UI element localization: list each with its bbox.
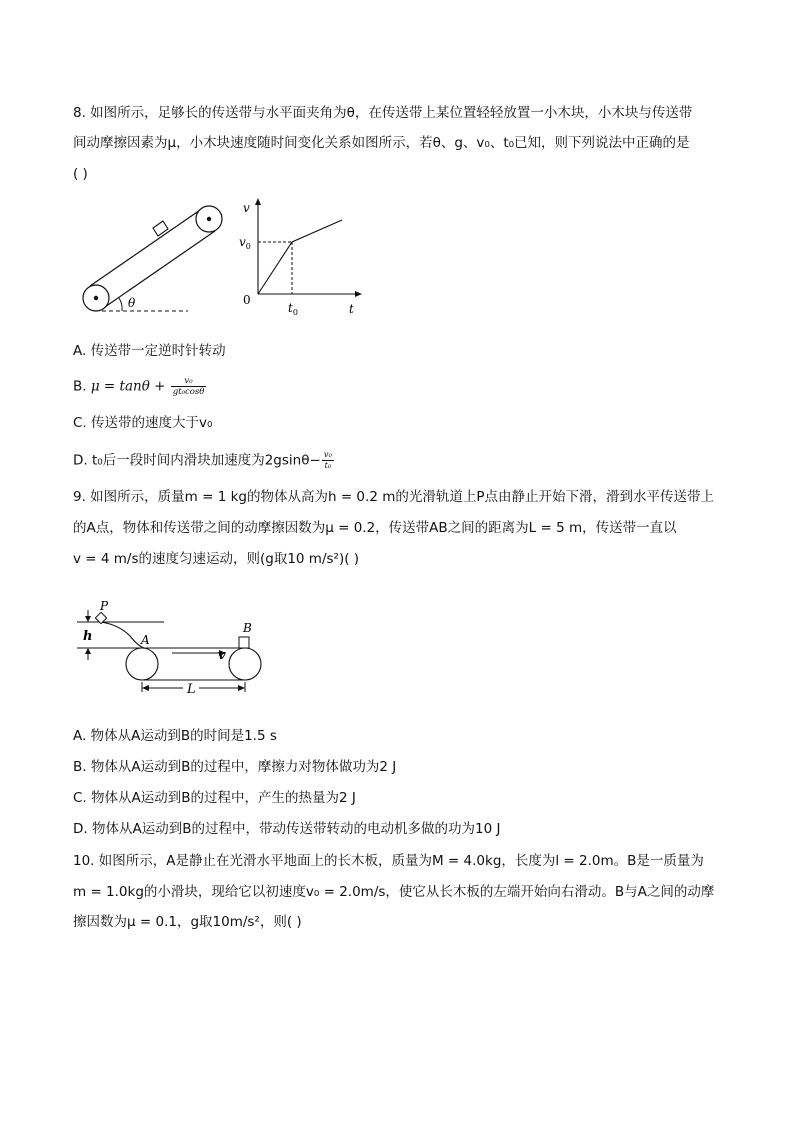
q8-stem-line-2: 间动摩擦因素为μ，小木块速度随时间变化关系如图所示，若θ、g、v₀、t₀已知，则下列说法中正确的是 [73, 135, 690, 151]
q8-axis-t-label: t [349, 302, 354, 316]
q9-stem-line-3: v = 4 m/s的速度匀速运动，则(g取10 m/s²)( ) [73, 551, 360, 567]
q8-vt-graph [238, 196, 368, 324]
q8-origin-label: 0 [243, 293, 251, 307]
q8-axis-v-label: v [243, 201, 250, 215]
q9-option-a: A. 物体从A运动到B的时间是1.5 s [73, 728, 277, 744]
q8-option-b: B. μ = tanθ + $\frac{\text{v₀}}{\text{gt₀cosθ}}$ [73, 376, 205, 397]
q9-stem-line-1: 9. 如图所示，质量m = 1 kg的物体从高为h = 0.2 m的光滑轨道上P点由静止开始下滑，滑到水平传送带上 [73, 489, 714, 505]
q9-l-label: L [187, 682, 196, 697]
q8-angle-label: θ [128, 296, 136, 310]
q8-stem-line-1: 8. 如图所示，足够长的传送带与水平面夹角为θ，在传送带上某位置轻轻放置一小木块，小木块与传送带 [73, 105, 693, 121]
q8-option-a: A. 传送带一定逆时针转动 [73, 343, 226, 359]
q8-v0-label: $v_0$ [239, 235, 251, 251]
q9-option-b: B. 物体从A运动到B的过程中，摩擦力对物体做功为2 J [73, 759, 397, 775]
q8-option-d: D. t₀后一段时间内滑块加速度为2gsinθ− $\frac{\text{v₀}}{\text{t₀}}$ [73, 450, 332, 471]
q10-stem-line-3: 擦因数为μ = 0.1，g取10m/s²，则( ) [73, 914, 302, 930]
q8-conveyor-figure [78, 198, 238, 323]
q8-stem-line-3: ( ) [73, 166, 88, 182]
q8-t0-label: $t_0$ [288, 301, 298, 317]
q10-stem-line-1: 10. 如图所示，A是静止在光滑水平地面上的长木板，质量为M = 4.0kg，长度为l = 2.0m。B是一质量为 [73, 853, 704, 869]
q9-b-label: B [243, 621, 252, 635]
q9-stem-line-2: 的A点，物体和传送带之间的动摩擦因数为μ = 0.2，传送带AB之间的距离为L = 5 m，传送带一直以 [73, 520, 677, 536]
q9-option-d: D. 物体从A运动到B的过程中，带动传送带转动的电动机多做的功为10 J [73, 821, 501, 837]
q9-p-label: P [100, 599, 109, 613]
q9-h-label: h [83, 629, 93, 644]
q9-a-label: A [141, 633, 150, 647]
q9-track-belt-figure [74, 596, 274, 700]
q10-stem-line-2: m = 1.0kg的小滑块，现给它以初速度v₀ = 2.0m/s，使它从长木板的左端开始向右滑动。B与A之间的动摩 [73, 884, 715, 900]
q9-option-c: C. 物体从A运动到B的过程中，产生的热量为2 J [73, 790, 356, 806]
q9-v-label: v [218, 648, 226, 663]
q8-option-c: C. 传送带的速度大于v₀ [73, 415, 213, 431]
